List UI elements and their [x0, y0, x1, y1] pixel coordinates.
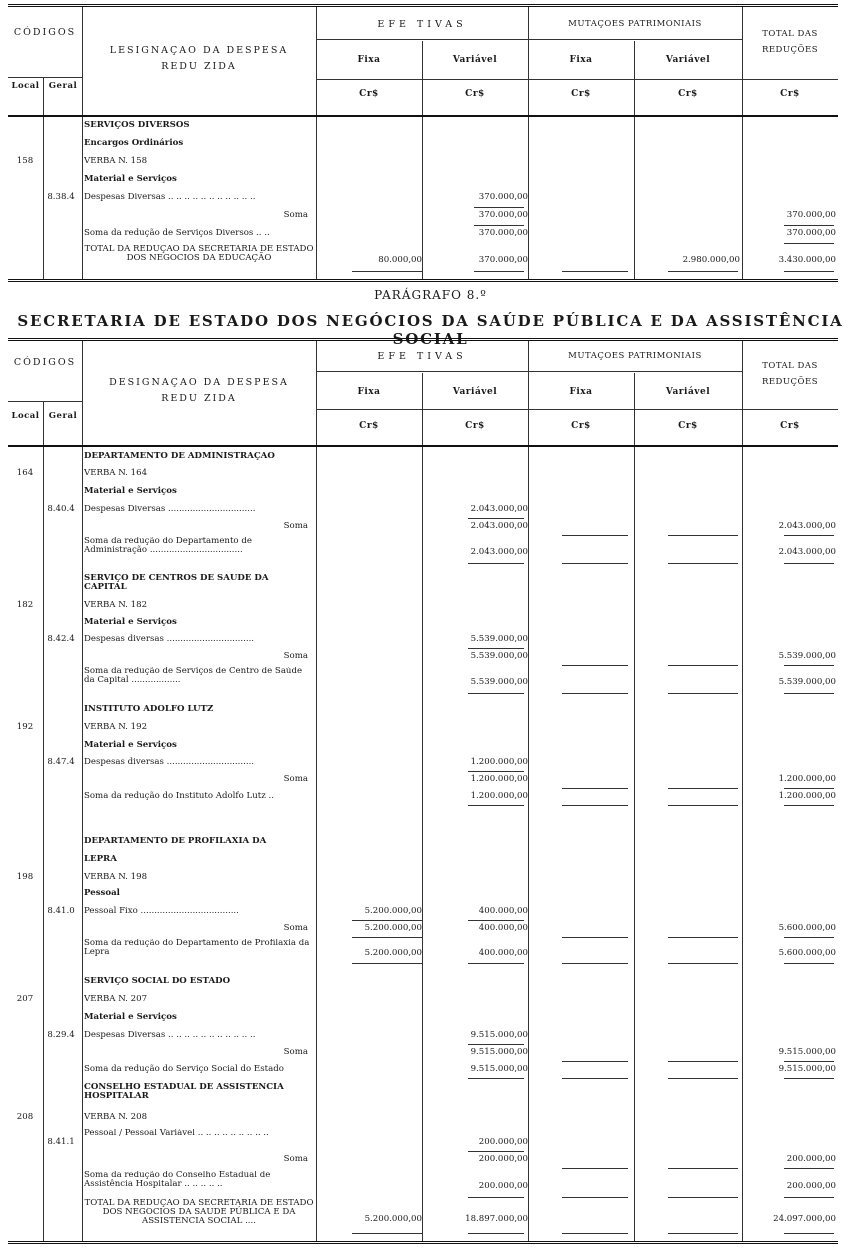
- table-row: Soma 9.515.000,00 9.515.000,00: [283, 1047, 836, 1057]
- codigos-header: CÓDIGOS: [13, 357, 77, 368]
- table-row: Soma 1.200.000,00 1.200.000,00: [283, 774, 836, 784]
- table-row: 198 VERBA N. 198: [16, 872, 148, 882]
- total-header: TOTAL DAS: [762, 361, 818, 371]
- table-row: Soma 370.000,00 370.000,00: [283, 210, 836, 220]
- table-row: 8.42.4 Despesas diversas ................................ 5.539.000,00: [47, 634, 528, 644]
- total-header: TOTAL DAS: [762, 29, 818, 39]
- currency-mvar: Cr$: [678, 89, 698, 99]
- currency-fixa: Cr$: [359, 89, 379, 99]
- currency-mvar: Cr$: [678, 421, 698, 431]
- table-row: 158 VERBA N. 158: [16, 156, 148, 166]
- currency-fixa: Cr$: [359, 421, 379, 431]
- currency-var: Cr$: [465, 421, 485, 431]
- mutacoes-header: MUTAÇOES PATRIMONIAIS: [568, 351, 702, 361]
- table-row: 8.40.4 Despesas Diversas ................................ 2.043.000,00: [47, 504, 528, 514]
- mutacoes-header: MUTAÇOES PATRIMONIAIS: [568, 19, 702, 29]
- designacao-header-2: REDU ZIDA: [161, 393, 237, 404]
- table-row: Soma 2.043.000,00 2.043.000,00: [283, 521, 836, 531]
- mut-variavel-header: Variável: [665, 387, 711, 397]
- table-row: LEPRA: [84, 854, 117, 864]
- table-row: Soma 5.539.000,00 5.539.000,00: [283, 651, 836, 661]
- variavel-header: Variável: [452, 55, 498, 65]
- table-row: Material e Serviços: [84, 174, 177, 184]
- table-row: INSTITUTO ADOLFO LUTZ: [84, 704, 214, 714]
- grand-total-row: TOTAL DA REDUÇAO DA SECRETARIA DE ESTADO DOS NEGOCIOS DA SAUDE PÚBLICA E DA ASSISTENCIA SOCIAL .... 5.200.000,00 18.897.000,00 24.097.000,00: [84, 1199, 836, 1226]
- fixa-header: Fixa: [357, 387, 381, 397]
- table-row: 8.29.4 Despesas Diversas .. .. .. .. .. .. .. .. .. .. .. 9.515.000,00: [47, 1030, 528, 1040]
- mut-fixa-header: Fixa: [569, 55, 593, 65]
- table-row: Material e Serviços: [84, 486, 177, 496]
- currency-mfixa: Cr$: [571, 421, 591, 431]
- table-row: SERVIÇO DE CENTROS DE SAUDE DA CAPITAL: [84, 574, 269, 592]
- table-row: CONSELHO ESTADUAL DE ASSISTENCIA HOSPITALAR: [84, 1083, 284, 1101]
- table-row: Soma da redução de Serviços Diversos .. .. 370.000,00 370.000,00: [84, 228, 836, 238]
- local-header: Local: [11, 411, 40, 421]
- mut-variavel-header: Variável: [665, 55, 711, 65]
- local-header: Local: [11, 81, 40, 91]
- currency-mfixa: Cr$: [571, 89, 591, 99]
- currency-tot: Cr$: [780, 421, 800, 431]
- currency-tot: Cr$: [780, 89, 800, 99]
- paragraph-heading: PARÁGRAFO 8.º: [374, 288, 487, 302]
- geral-header: Geral: [48, 81, 78, 91]
- table-row: 182 VERBA N. 182: [16, 600, 148, 610]
- table-row: 8.38.4 Despesas Diversas .. .. .. .. .. .. .. .. .. .. .. 370.000,00: [47, 192, 528, 202]
- table-row: 8.41.1 Pessoal / Pessoal Variável .. .. .. .. .. .. .. .. .. 200.000,00: [47, 1129, 528, 1147]
- table-row: Soma da redução do Instituto Adolfo Lutz .. 1.200.000,00 1.200.000,00: [84, 791, 836, 801]
- efetivas-header: EFE TIVAS: [377, 19, 467, 30]
- table-row: Soma da redução do Conselho Estadual de Assistência Hospitalar .. .. .. .. .. 200.000,00 200.000,00: [84, 1171, 836, 1191]
- designacao-header: DESIGNAÇAO DA DESPESA: [109, 377, 289, 388]
- table-row: Material e Serviços: [84, 1012, 177, 1022]
- total-header-2: REDUÇÕES: [761, 377, 819, 387]
- table-row: Material e Serviços: [84, 740, 177, 750]
- table-row: 164 VERBA N. 164: [16, 468, 148, 478]
- mut-fixa-header: Fixa: [569, 387, 593, 397]
- table-row: 8.47.4 Despesas diversas ................................ 1.200.000,00: [47, 757, 528, 767]
- table-row: SERVIÇOS DIVERSOS: [84, 120, 190, 130]
- total-header-2: REDUÇÕES: [761, 45, 819, 55]
- table-row: Soma da redução de Serviços de Centro de Saúde da Capital .................. 5.539.000,00 5.539.000,00: [84, 667, 836, 687]
- designacao-header-2: REDU ZIDA: [161, 61, 237, 72]
- table-row: Soma da redução do Departamento de Profilaxia da Lepra 5.200.000,00 400.000,00 5.600.000,00: [84, 939, 836, 958]
- table-row: Soma da redução do Serviço Social do Estado 9.515.000,00 9.515.000,00: [84, 1064, 836, 1074]
- table-row: SERVIÇO SOCIAL DO ESTADO: [84, 976, 231, 986]
- table-row: Pessoal: [84, 888, 120, 898]
- table-row: 207 VERBA N. 207: [16, 994, 148, 1004]
- table-row: DEPARTAMENTO DE ADMINISTRAÇAO: [84, 451, 275, 461]
- table-row: Soma 200.000,00 200.000,00: [283, 1154, 836, 1164]
- table-row: Material e Serviços: [84, 617, 177, 627]
- expense-table-education: [8, 4, 838, 282]
- designacao-header: LESIGNAÇAO DA DESPESA: [109, 45, 289, 56]
- secretaria-title: SECRETARIA DE ESTADO DOS NEGÓCIOS DA SAÚDE PÚBLICA E DA ASSISTÊNCIA SOCIAL: [17, 312, 844, 348]
- table-row: 208 VERBA N. 208: [16, 1112, 148, 1122]
- fixa-header: Fixa: [357, 55, 381, 65]
- table-row: Encargos Ordinários: [84, 138, 184, 148]
- table-row: 192 VERBA N. 192: [16, 722, 148, 732]
- table-row: DEPARTAMENTO DE PROFILAXIA DA: [84, 836, 267, 846]
- efetivas-header: EFE TIVAS: [377, 351, 467, 362]
- table-row: Soma 5.200.000,00 400.000,00 5.600.000,00: [283, 923, 836, 933]
- variavel-header: Variável: [452, 387, 498, 397]
- table-row: 8.41.0 Pessoal Fixo .................................... 5.200.000,00 400.000,00: [47, 906, 528, 916]
- codigos-header: CÓDIGOS: [13, 27, 77, 38]
- table-row: TOTAL DA REDUÇAO DA SECRETARIA DE ESTADO DOS NEGOCIOS DA EDUCAÇÃO 80.000,00 370.000,00 2.980.000,00 3.430.000,00: [84, 245, 836, 265]
- currency-var: Cr$: [465, 89, 485, 99]
- expense-table-health: [8, 338, 838, 1244]
- table-row: Soma da redução do Departamento de Administração .................................. 2.043.000,00 2.043.000,00: [84, 537, 836, 557]
- geral-header: Geral: [48, 411, 78, 421]
